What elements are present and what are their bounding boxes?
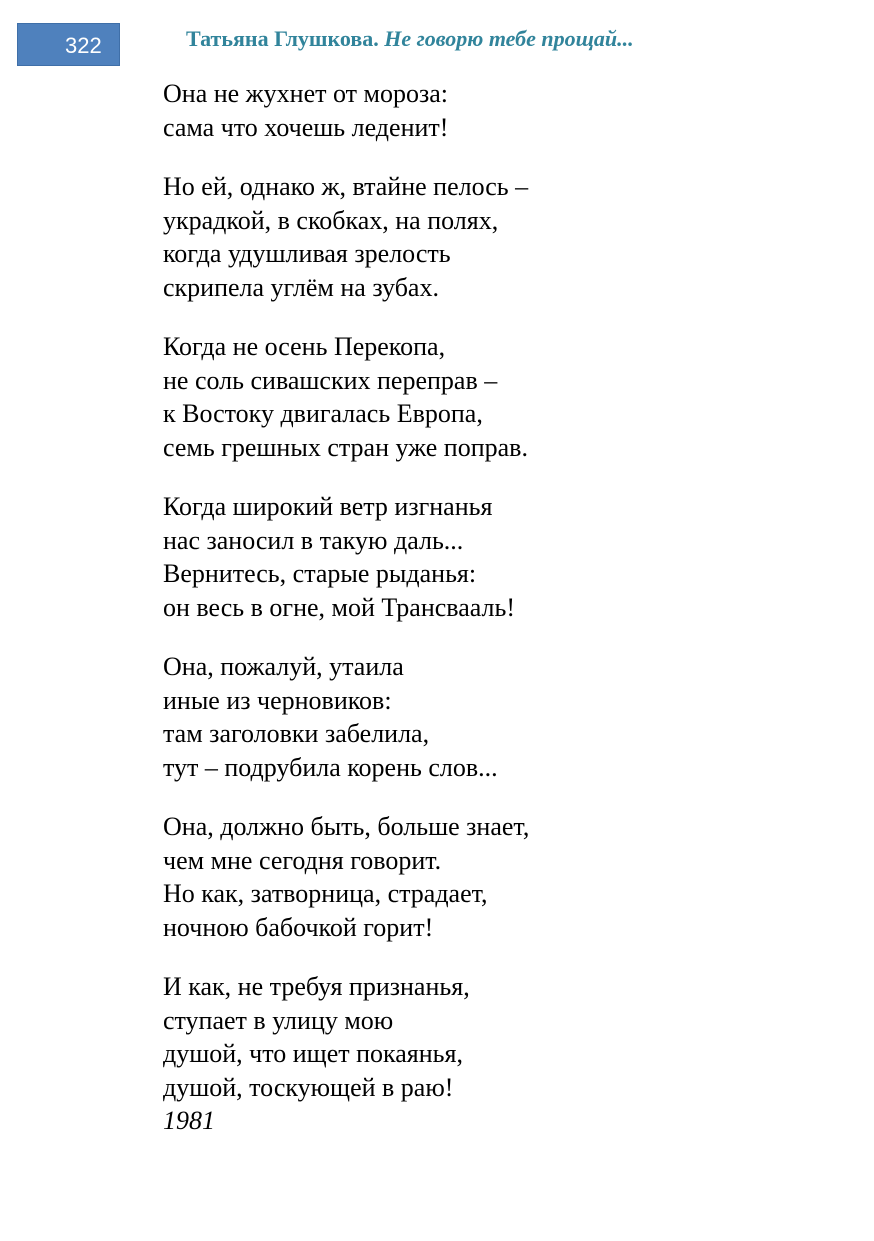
poem-line: Она, должно быть, больше знает,: [163, 812, 530, 841]
poem-line: душой, тоскующей в раю!: [163, 1072, 454, 1102]
poem-line: к Востоку двигалась Европа,: [163, 399, 483, 428]
poem-line: Но ей, однако ж, втайне пелось –: [163, 172, 529, 201]
poem-line: нас заносил в такую даль...: [163, 525, 464, 555]
header-author: Татьяна Глушкова.: [186, 26, 379, 51]
poem-line: И как, не требуя признанья,: [163, 972, 470, 1001]
poem-line: семь грешных стран уже поправ.: [163, 432, 528, 462]
stanza-6: [163, 810, 843, 944]
stanza-5: [163, 650, 843, 784]
poem-line: когда удушливая зрелость: [163, 239, 451, 268]
poem-line: Когда не осень Перекопа,: [163, 332, 446, 361]
poem-line: тут – подрубила корень слов...: [163, 752, 498, 782]
poem-line: ступает в улицу мою: [163, 1005, 394, 1035]
poem-line: Но как, затворница, страдает,: [163, 879, 488, 908]
poem-line: ночною бабочкой горит!: [163, 912, 434, 942]
poem-line: Она не жухнет от мороза:: [163, 79, 448, 108]
poem-line: украдкой, в скобках, на полях,: [163, 205, 499, 235]
stanza-7: [163, 970, 843, 1104]
stanza-2: [163, 170, 843, 304]
poem-line: иные из черновиков:: [163, 685, 392, 715]
poem-line: скрипела углём на зубах.: [163, 272, 439, 302]
stanza-3: [163, 330, 843, 464]
stanza-1: [163, 77, 843, 144]
poem-line: Когда широкий ветр изгнанья: [163, 492, 493, 521]
poem-line: он весь в огне, мой Трансвааль!: [163, 592, 516, 622]
stanza-4: [163, 490, 843, 624]
poem-line: душой, что ищет покаянья,: [163, 1039, 463, 1068]
header-book-title: Не говорю тебе прощай...: [384, 26, 634, 51]
poem-line: Она, пожалуй, утаила: [163, 652, 404, 681]
page-number: 322: [17, 23, 120, 66]
poem-line: чем мне сегодня говорит.: [163, 845, 442, 875]
poem-line: там заголовки забелила,: [163, 719, 430, 748]
poem-line: сама что хочешь леденит!: [163, 112, 449, 142]
poem-line: не соль сивашских переправ –: [163, 365, 498, 395]
running-header: [186, 26, 634, 52]
poem: [163, 77, 843, 1138]
poem-line: Вернитесь, старые рыданья:: [163, 559, 477, 588]
poem-year: 1981: [163, 1106, 215, 1135]
